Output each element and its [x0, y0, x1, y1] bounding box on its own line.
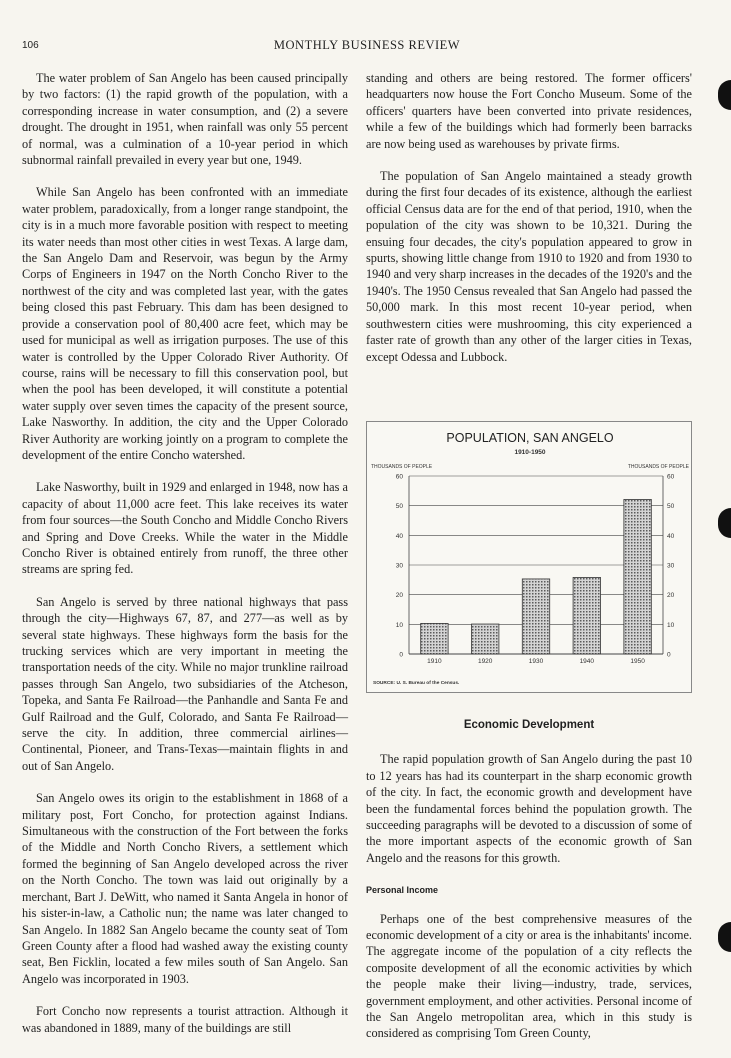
paragraph: The water problem of San Angelo has been caused principally by two factors: (1) the rapid growth of the population, with a corresponding increase in water consumption, and (2) a severe drought. The drought in 1951, when rainfall was only 55 percent of normal, was a culmination of a 10-year period in which subnormal rainfall prevailed in every year but one, 1949. [22, 71, 348, 168]
paragraph: The rapid population growth of San Angelo during the past 10 to 12 years has had its counterpart in the sharp economic growth of the city. In fact, the economic growth and development have been the fundamental forces behind the population growth. The succeeding paragraphs will be devoted to a discussion of some of the more important aspects of the economic growth of San Angelo and the reasons for this growth. [366, 752, 692, 865]
paragraph: San Angelo is served by three national highways that pass through the city—Highways 67, 87, and 277—as well as by several state highways. These highways form the basis for the trucking services which are very important in meeting the transportation needs of the city. While no major trunkline railroad passes through San Angelo, two subsidiaries of the Atcheson, Topeka, and Santa Fe Railroad—the Panhandle and Santa Fe and Gulf Railroad and the Gulf, Colorado, and Santa Fe Railroad—serve the city. In addition, three commercial airlines—Continental, Pioneer, and Trans-Texas—maintain flights in and out of San Angelo. [22, 594, 348, 773]
y-tick-label-left: 20 [395, 592, 403, 600]
bar [573, 577, 600, 654]
paragraph: Perhaps one of the best comprehensive measures of the economic development of a city or area is the inhabitants' income. The aggregate income of the population of a city reflects the composite development of all the economic activities by which the people make their living—industry, trade, services, government employment, and other activities. Personal income of the San Angelo metropolitan area, which in this study is considered as comprising Tom Green County, [366, 911, 692, 1041]
y-tick-label-right: 60 [667, 473, 675, 481]
chart-source: SOURCE: U. S. Bureau of the Census. [373, 680, 460, 686]
binding-hole-mark [718, 508, 731, 538]
x-tick-label: 1950 [630, 657, 645, 665]
y-tick-label-left: 10 [395, 621, 403, 629]
subsection-heading: Personal Income [366, 885, 439, 896]
bar [624, 499, 651, 654]
y-axis-unit-left: THOUSANDS OF PEOPLE [371, 463, 433, 470]
right-column [366, 70, 692, 1058]
y-tick-label-left: 60 [395, 473, 403, 481]
bar [421, 623, 448, 654]
y-tick-label-right: 20 [667, 592, 675, 600]
y-tick-label-left: 30 [395, 562, 403, 570]
x-tick-label: 1940 [579, 657, 595, 665]
page-number: 106 [22, 40, 39, 51]
bar [522, 579, 549, 654]
y-tick-label-left: 0 [399, 651, 403, 659]
paragraph: While San Angelo has been confronted with an immediate water problem, paradoxically, from a longer range standpoint, the city is in a much more favorable position with respect to meeting its water needs than most other cities in west Texas. A large dam, the San Angelo Dam and Reservoir, was begun by the Army Corps of Engineers in 1947 on the North Concho River to the northwest of the city and was completed last year, with the gates being closed this past February. This dam has been designed to provide a conservation pool of 80,400 acre feet, which may be used for municipal as well as irrigation purposes. The use of this water is controlled by the Upper Colorado River Authority. Of course, rains will be necessary to fill this conservation pool, but when the pool has been developed, it will constitute a potential water supply over seven times the capacity of the present source, Lake Nasworthy. In addition, the city and the Upper Colorado River Authority are working jointly on a program to complete the development of the entire Concho watershed. [22, 185, 348, 462]
population-chart-svg [367, 422, 693, 692]
y-tick-label-right: 10 [667, 621, 675, 629]
page-header [22, 38, 712, 56]
x-tick-label: 1910 [427, 657, 442, 665]
y-tick-label-right: 0 [667, 651, 671, 659]
x-tick-label: 1930 [528, 657, 544, 665]
paragraph: Lake Nasworthy, built in 1929 and enlarged in 1948, now has a capacity of about 11,000 acre feet. This lake receives its water from four sources—the South Concho and Middle Concho Rivers and Spring and Dove Creeks. While the water in the Middle Concho River is obtained entirely from runoff, the three other streams are spring fed. [22, 480, 348, 577]
paragraph: standing and others are being restored. The former officers' headquarters now house the Fort Concho Museum. Some of the officers' quarters have been converted into private residences, while a few of the buildings which had formerly been barracks are now being used as warehouses by private firms. [366, 71, 692, 151]
journal-title: MONTHLY BUSINESS REVIEW [273, 38, 461, 52]
y-axis-unit-right: THOUSANDS OF PEOPLE [627, 463, 689, 470]
binding-hole-mark [718, 922, 731, 952]
y-tick-label-right: 40 [667, 532, 675, 540]
paragraph: Fort Concho now represents a tourist attraction. Although it was abandoned in 1889, many of the buildings are still [22, 1004, 348, 1035]
x-tick-label: 1920 [477, 657, 493, 665]
bar [471, 624, 498, 654]
y-tick-label-left: 50 [395, 503, 403, 511]
chart-subtitle: 1910-1950 [514, 448, 546, 456]
chart-title: POPULATION, SAN ANGELO [446, 430, 614, 445]
y-tick-label-right: 50 [667, 503, 675, 511]
paragraph: San Angelo owes its origin to the establishment in 1868 of a military post, Fort Concho, for protection against Indians. Simultaneous with the construction of the Fort between the forks of the Middle and North Concho Rivers, a settlement which formed the beginning of San Angelo developed across the river on the North Concho. The town was laid out originally by a merchant, Bart J. DeWitt, who named it Santa Angela in honor of his sister-in-law, a Catholic nun; the name was later changed to San Angelo. In 1882 San Angelo became the county seat of Tom Green County after a flood had washed away the existing county seat, Ben Ficklin, located a few miles south of San Angelo. San Angelo was incorporated in 1903. [22, 791, 348, 986]
binding-hole-mark [718, 80, 731, 110]
population-chart [366, 421, 692, 693]
y-tick-label-right: 30 [667, 562, 675, 570]
y-tick-label-left: 40 [395, 532, 403, 540]
section-heading: Economic Development [463, 718, 595, 731]
left-column [22, 70, 348, 1052]
paragraph: The population of San Angelo maintained a steady growth during the first four decades of its existence, although the earliest official Census data are for the end of that period, 1910, when the population of the city was shown to be 10,321. During the ensuing four decades, the city's population appeared to grow in spurts, showing little change from 1910 to 1920 and from 1930 to 1940 and very sharp increases in the decades of the 1920's and the 1940's. The 1950 Census revealed that San Angelo had passed the 50,000 mark. In this most recent 10-year period, when southwestern cities were mushrooming, this city experienced a faster rate of growth than any other of the larger cities in Texas, except Odessa and Lubbock. [366, 169, 692, 364]
